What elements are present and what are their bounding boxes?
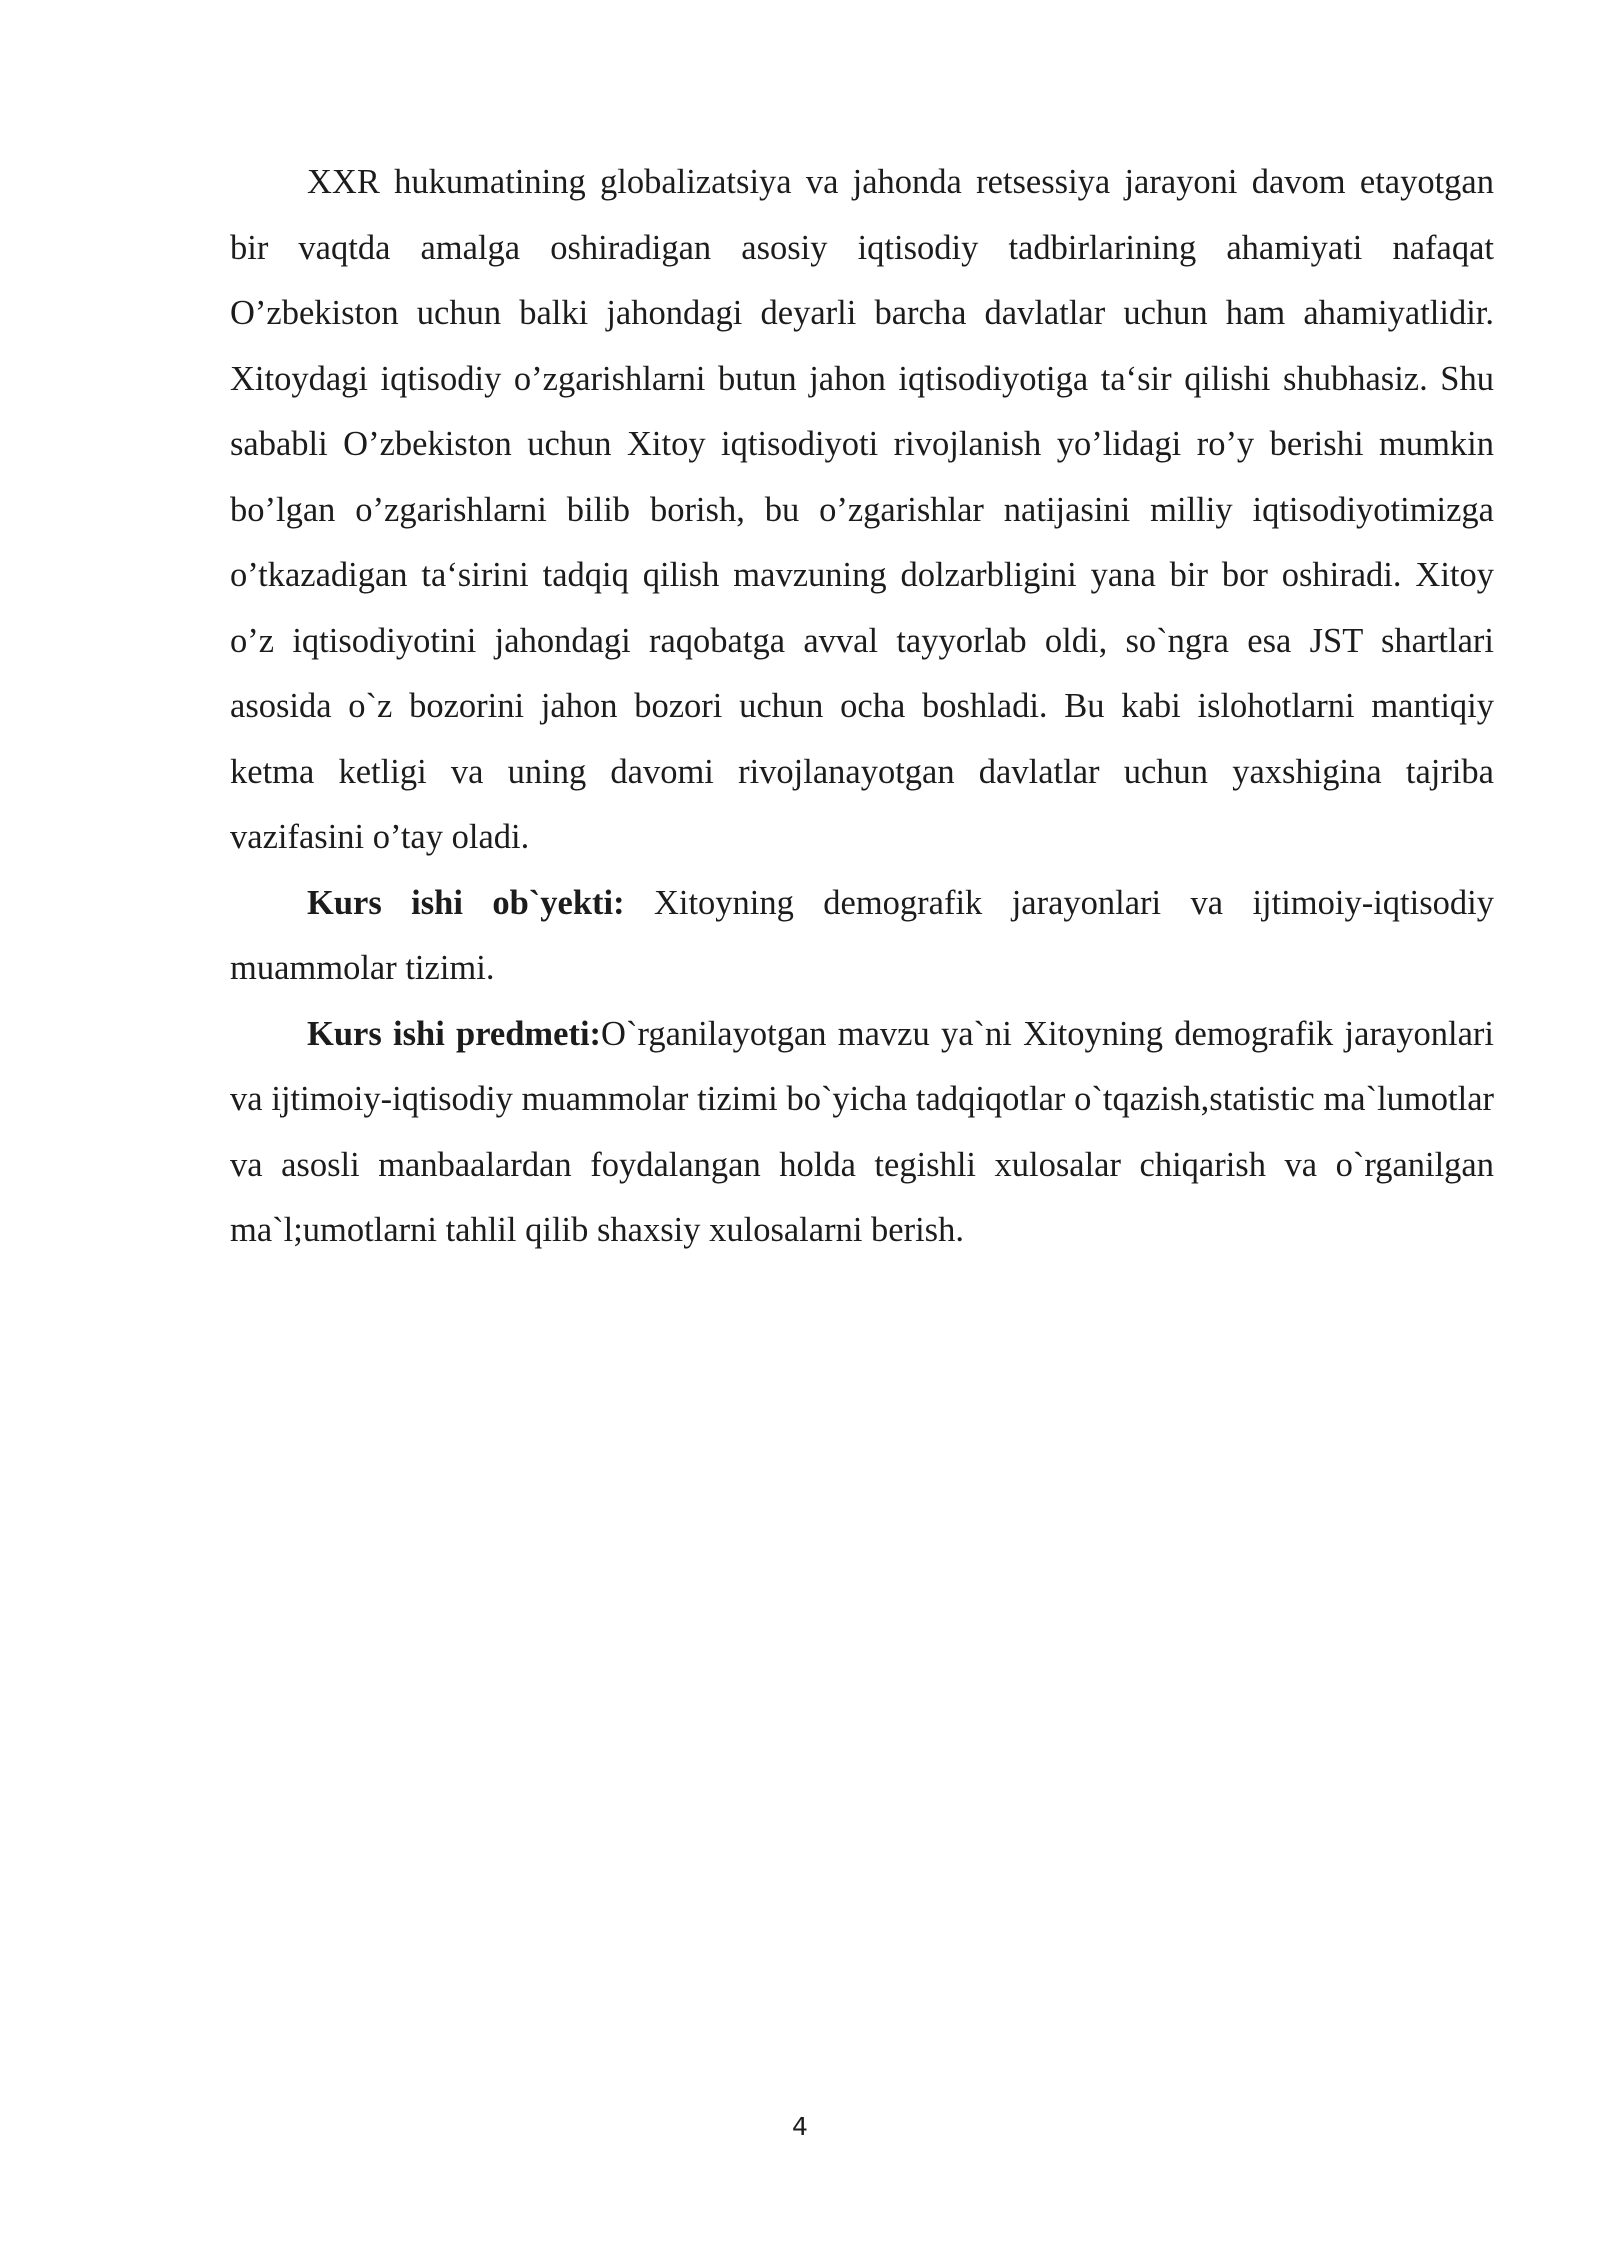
page-number: 4 <box>792 2112 808 2141</box>
subject-text: O`rganilayotgan mavzu ya`ni Xitoyning demografik jarayonlari va ijtimoiy-iqtisodiy muammolar tizimi bo`yicha tadqiqotlar o`tqazish,statistic ma`lumotlar va asosli manbaalardan foydalangan holda tegishli xulosalar chiqarish va o`rganilgan ma`l;umotlarni tahlil qilib shaxsiy xulosalarni berish. <box>230 1014 1494 1249</box>
intro-paragraph <box>230 150 1494 871</box>
object-paragraph <box>230 871 1494 1002</box>
subject-label: Kurs ishi predmeti: <box>307 1014 602 1053</box>
intro-paragraph-text: XXR hukumatining globalizatsiya va jahonda retsessiya jarayoni davom etayotgan bir vaqtda amalga oshiradigan asosiy iqtisodiy tadbirlarining ahamiyati nafaqat O’zbekiston uchun balki jahondagi deyarli barcha davlatlar uchun ham ahamiyatlidir. Xitoydagi iqtisodiy o’zgarishlarni butun jahon iqtisodiyotiga ta‘sir qilishi shubhasiz. Shu sababli O’zbekiston uchun Xitoy iqtisodiyoti rivojlanish yo’lidagi ro’y berishi mumkin bo’lgan o’zgarishlarni bilib borish, bu o’zgarishlar natijasini milliy iqtisodiyotimizga o’tkazadigan ta‘sirini tadqiq qilish mavzuning dolzarbligini yana bir bor oshiradi. Xitoy o’z iqtisodiyotini jahondagi raqobatga avval tayyorlab oldi, so`ngra esa JST shartlari asosida o`z bozorini jahon bozori uchun ocha boshladi. Bu kabi islohotlarni mantiqiy ketma ketligi va uning davomi rivojlanayotgan davlatlar uchun yaxshigina tajriba vazifasini o’tay oladi. <box>230 163 1494 856</box>
object-text: Xitoyning demografik jarayonlari va ijtimoiy-iqtisodiy muammolar tizimi. <box>230 883 1494 987</box>
object-label: Kurs ishi ob`yekti: <box>307 883 625 922</box>
document-body <box>230 150 1494 1264</box>
subject-paragraph <box>230 1002 1494 1264</box>
